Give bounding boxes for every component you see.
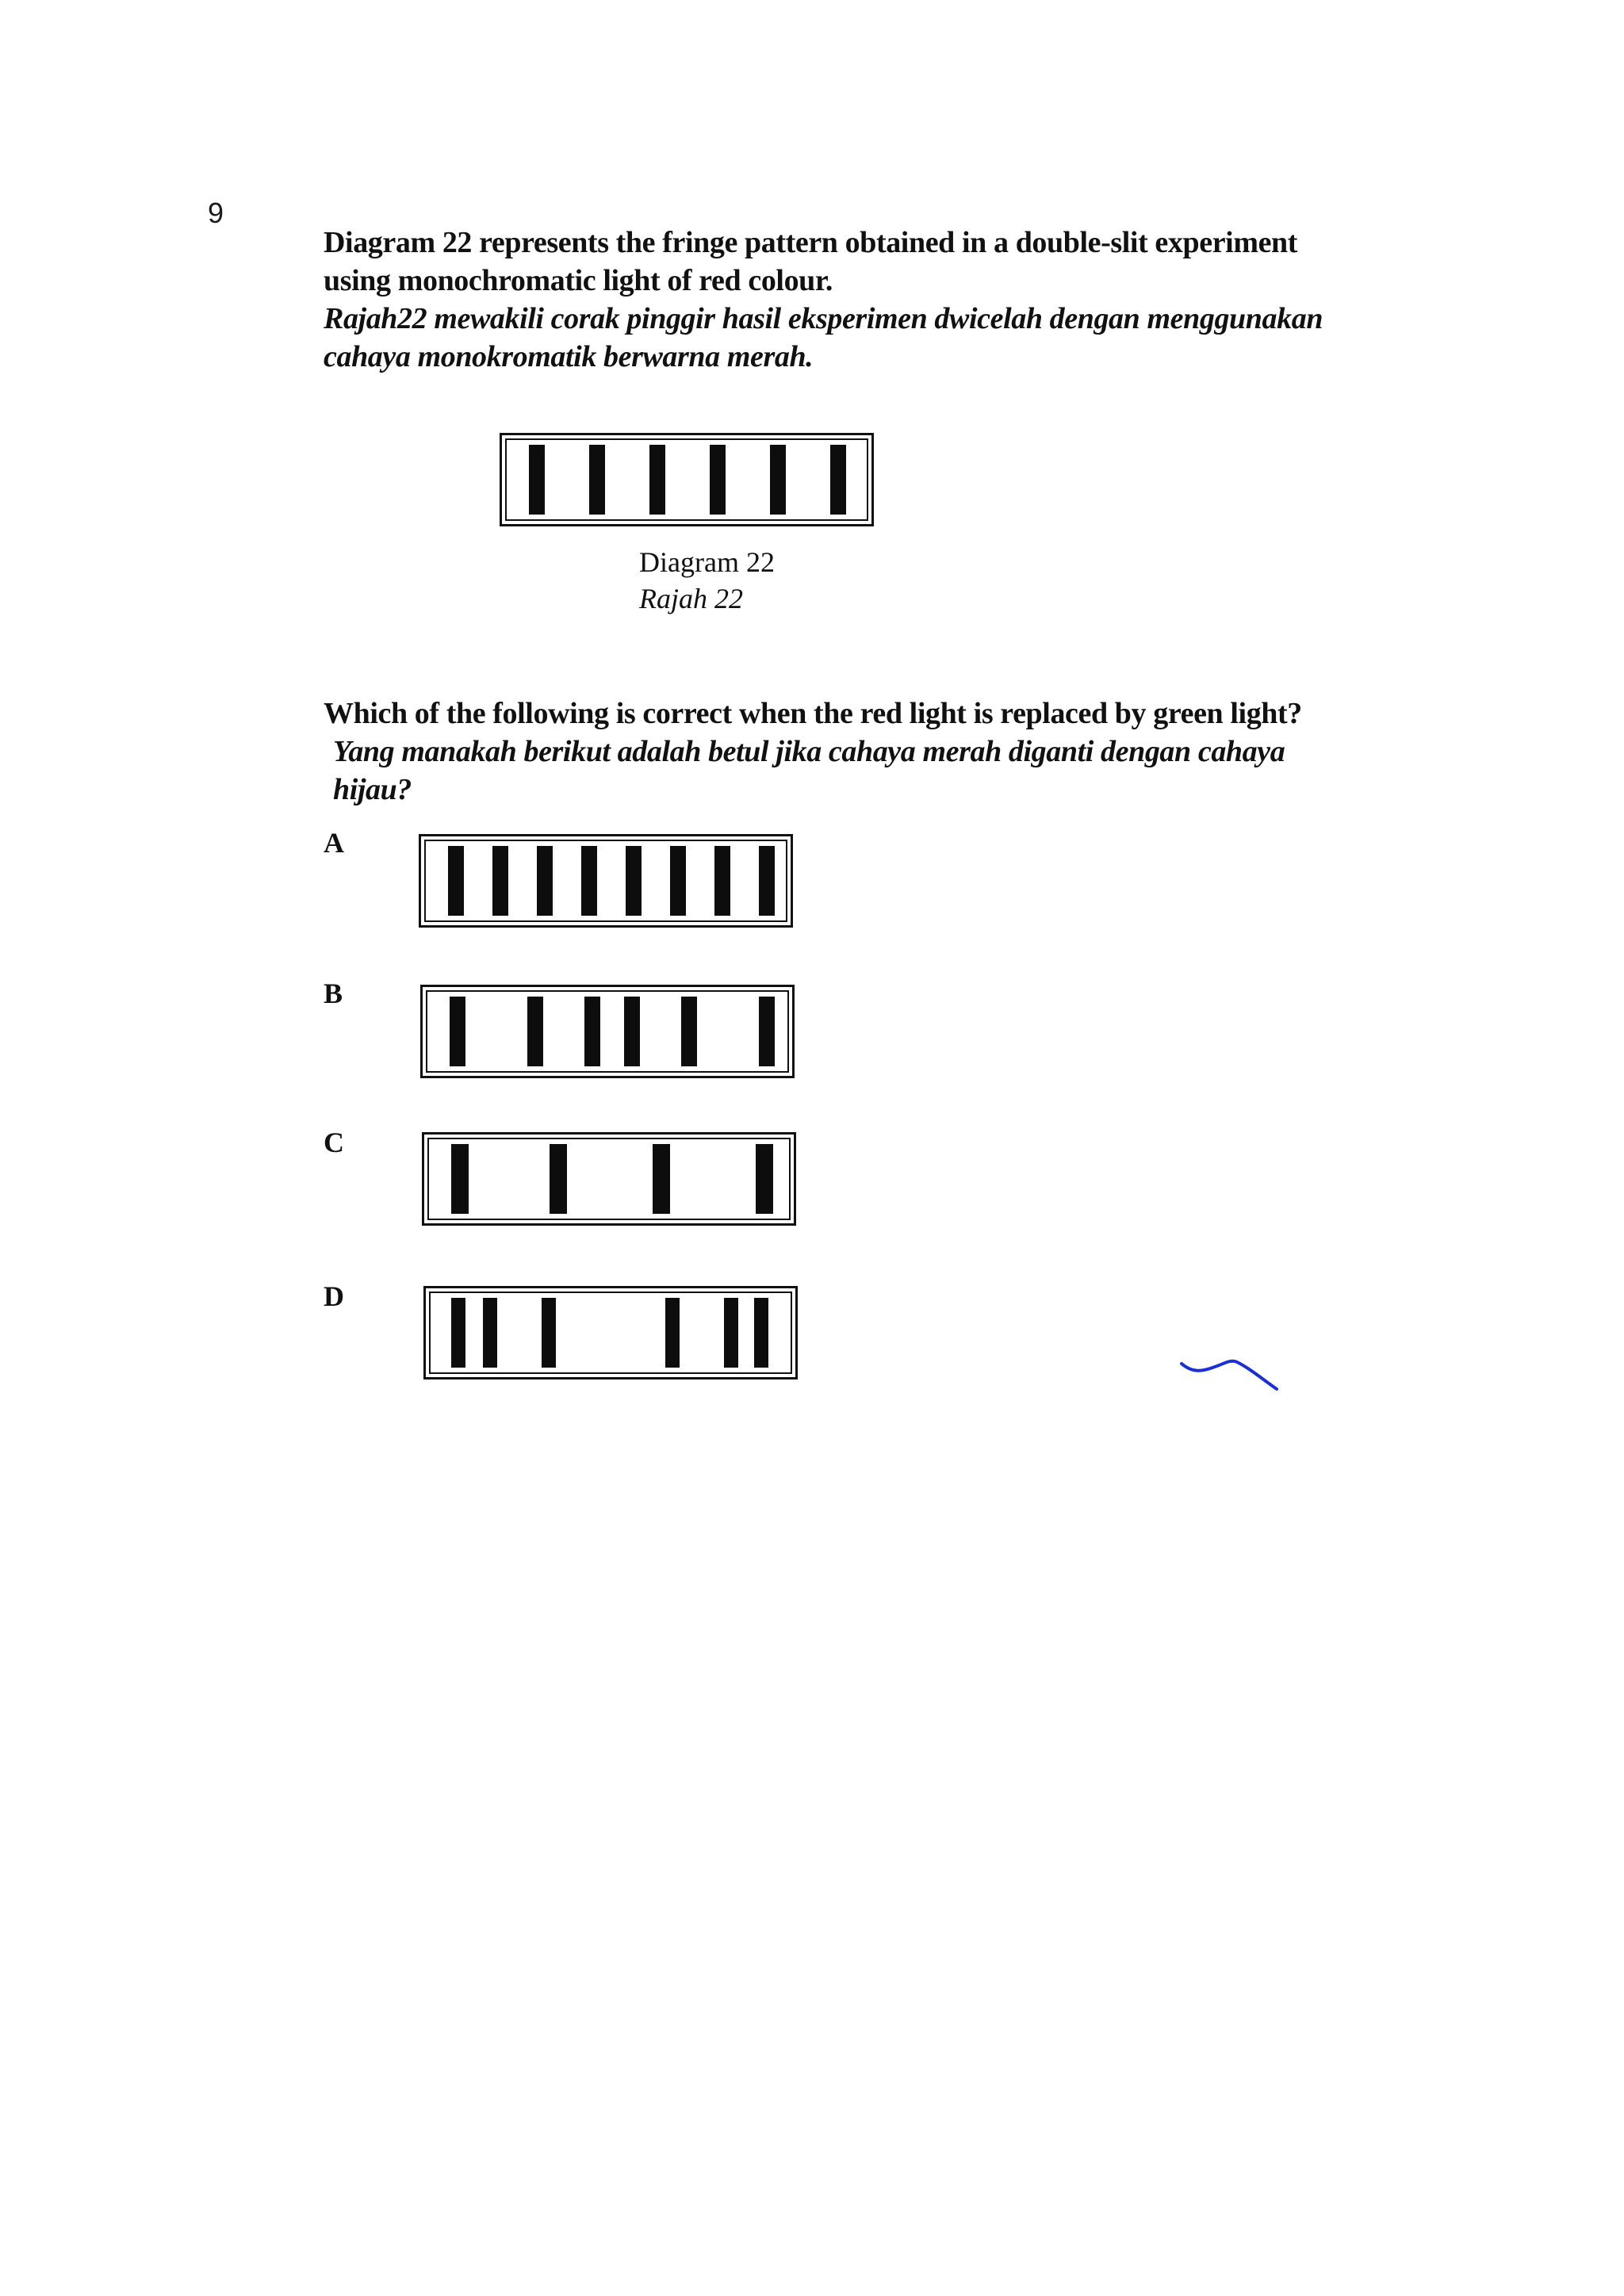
fringe-bar [542,1298,556,1368]
option-b-label[interactable]: B [324,978,343,1009]
fringe-bar [451,1144,469,1214]
fringe-bar [830,445,846,515]
fringe-bar [710,445,726,515]
fringe-bar [483,1298,497,1368]
stem-english: Diagram 22 represents the fringe pattern obtained in a double-slit experiment using monochromatic light of red colour. [324,226,1298,297]
fringe-bar [754,1298,768,1368]
fringe-bar [584,997,600,1066]
option-c-label[interactable]: C [324,1127,344,1158]
stem-malay: Rajah22 mewakili corak pinggir hasil eksperimen dwicelah dengan menggunakan cahaya monokromatik berwarna merah. [324,302,1323,373]
option-c-frame [427,1138,791,1220]
question-number: 9 [208,197,224,229]
pen-annotation-mark [1178,1348,1281,1395]
fringe-bar [681,997,697,1066]
fringe-bar [451,1298,465,1368]
fringe-bar [714,846,730,916]
diagram-22-fringe-pattern [500,433,874,526]
option-a-frame [424,840,787,922]
fringe-bar [653,1144,670,1214]
fringe-bar [770,445,786,515]
option-a-fringe-pattern[interactable] [419,834,793,928]
fringe-bar [649,445,665,515]
question-prompt [324,695,1354,809]
fringe-bar [626,846,642,916]
fringe-bar [670,846,686,916]
question-stem [324,224,1354,376]
caption-malay: Rajah 22 [639,583,743,614]
fringe-bar [665,1298,680,1368]
fringe-bar [448,846,464,916]
option-b-frame [426,990,789,1073]
prompt-malay: Yang manakah berikut adalah betul jika cahaya merah diganti dengan cahaya hijau? [333,735,1285,806]
fringe-bar [550,1144,567,1214]
option-b-fringe-pattern[interactable] [420,985,795,1078]
fringe-bar [527,997,543,1066]
diagram-caption [639,544,775,617]
prompt-english: Which of the following is correct when the red light is replaced by green light? [324,697,1302,730]
diagram-22-frame [505,438,868,521]
option-d-label[interactable]: D [324,1280,344,1312]
fringe-bar [724,1298,738,1368]
option-d-frame [429,1292,792,1374]
fringe-bar [581,846,597,916]
caption-english: Diagram 22 [639,546,775,578]
option-c-fringe-pattern[interactable] [422,1132,796,1226]
fringe-bar [759,997,775,1066]
fringe-bar [450,997,465,1066]
option-d-fringe-pattern[interactable] [423,1286,798,1380]
fringe-bar [756,1144,773,1214]
fringe-bar [759,846,775,916]
fringe-bar [589,445,605,515]
fringe-bar [537,846,553,916]
option-a-label[interactable]: A [324,827,344,859]
fringe-bar [624,997,640,1066]
fringe-bar [529,445,545,515]
fringe-bar [492,846,508,916]
